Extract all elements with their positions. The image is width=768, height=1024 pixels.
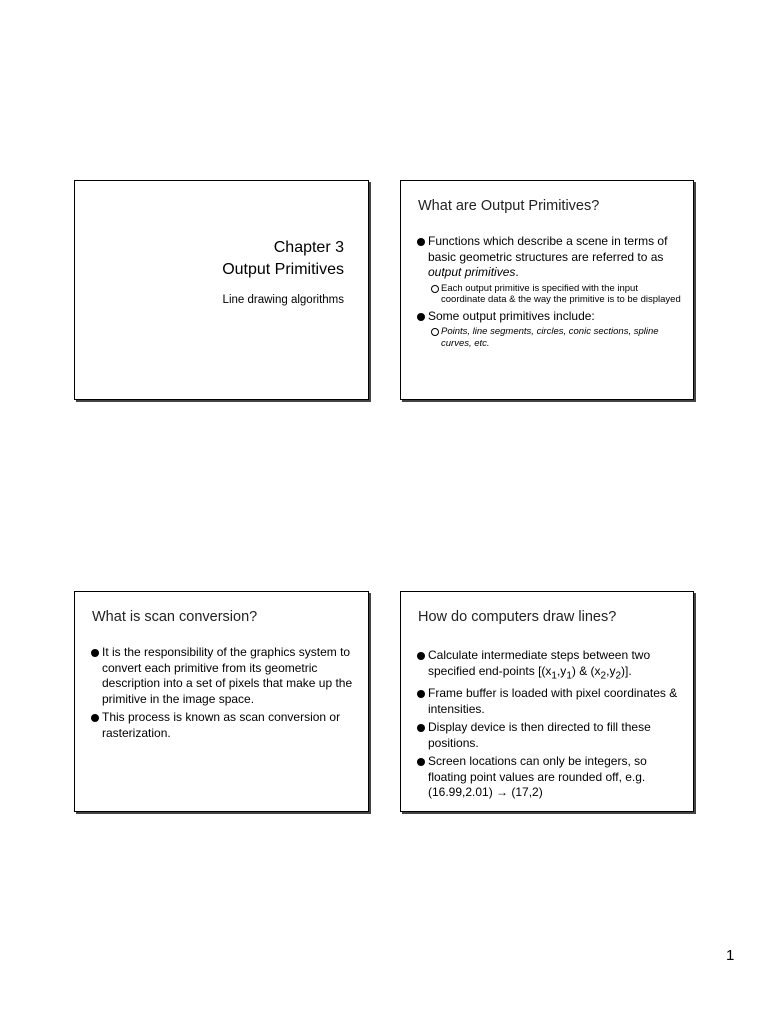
bullet-dot-icon (417, 238, 425, 246)
bullet-item: Calculate intermediate steps between two specified end-points [$(x_1,y_1)$ & $(x_2,y_2)$]. (416, 648, 681, 683)
slide-chapter-title (74, 180, 369, 400)
sub-bullet-list (431, 283, 681, 306)
slide-heading: What are Output Primitives? (418, 198, 600, 214)
bullet-dot-icon (91, 714, 99, 722)
slide-heading: What is scan conversion? (92, 609, 258, 625)
slide-scan-conversion (74, 591, 369, 812)
sub-bullet-item: Points, line segments, circles, conic sections, spline curves, etc. (431, 326, 681, 349)
ring-bullet-icon (431, 285, 439, 293)
chapter-number: Chapter 3 (273, 239, 344, 256)
bullet-dot-icon (417, 652, 425, 660)
sub-bullet-list (431, 326, 681, 349)
bullet-dot-icon (417, 724, 425, 732)
bullet-list (416, 234, 681, 352)
chapter-subtitle: Line drawing algorithms (222, 294, 344, 306)
chapter-name: Output Primitives (222, 261, 344, 278)
chapter-title (222, 237, 344, 281)
slide-draw-lines (400, 591, 694, 812)
page-number: 1 (726, 947, 735, 964)
bullet-item: Frame buffer is loaded with pixel coordinates & intensities. (416, 686, 681, 717)
emphasis-text: output primitives (428, 265, 516, 279)
slide-output-primitives (400, 180, 694, 400)
bullet-item: Display device is then directed to fill these positions. (416, 720, 681, 751)
bullet-item: It is the responsibility of the graphics system to convert each primitive from its geometric description into a set of pixels that make up the primitive in the image space. (90, 645, 356, 707)
sub-bullet-item: Each output primitive is specified with the input coordinate data & the way the primitive is to be displayed (431, 283, 681, 306)
bullet-dot-icon (417, 690, 425, 698)
bullet-dot-icon (91, 649, 99, 657)
slide-heading: How do computers draw lines? (418, 609, 617, 625)
bullet-item: Functions which describe a scene in terms of basic geometric structures are referred to as output primitives. Each output primitive is specified with the input coordinate data & the way the primitive is to be displayed (416, 234, 681, 306)
bullet-item: Some output primitives include: Points, line segments, circles, conic sections, spline curves, etc. (416, 309, 681, 350)
bullet-dot-icon (417, 313, 425, 321)
ring-bullet-icon (431, 328, 439, 336)
bullet-dot-icon (417, 758, 425, 766)
bullet-list (416, 648, 681, 804)
bullet-list (90, 645, 356, 744)
bullet-item: This process is known as scan conversion or rasterization. (90, 710, 356, 741)
bullet-item: Screen locations can only be integers, so floating point values are rounded off, e.g. (16.99,2.01) → (17,2) (416, 754, 681, 801)
